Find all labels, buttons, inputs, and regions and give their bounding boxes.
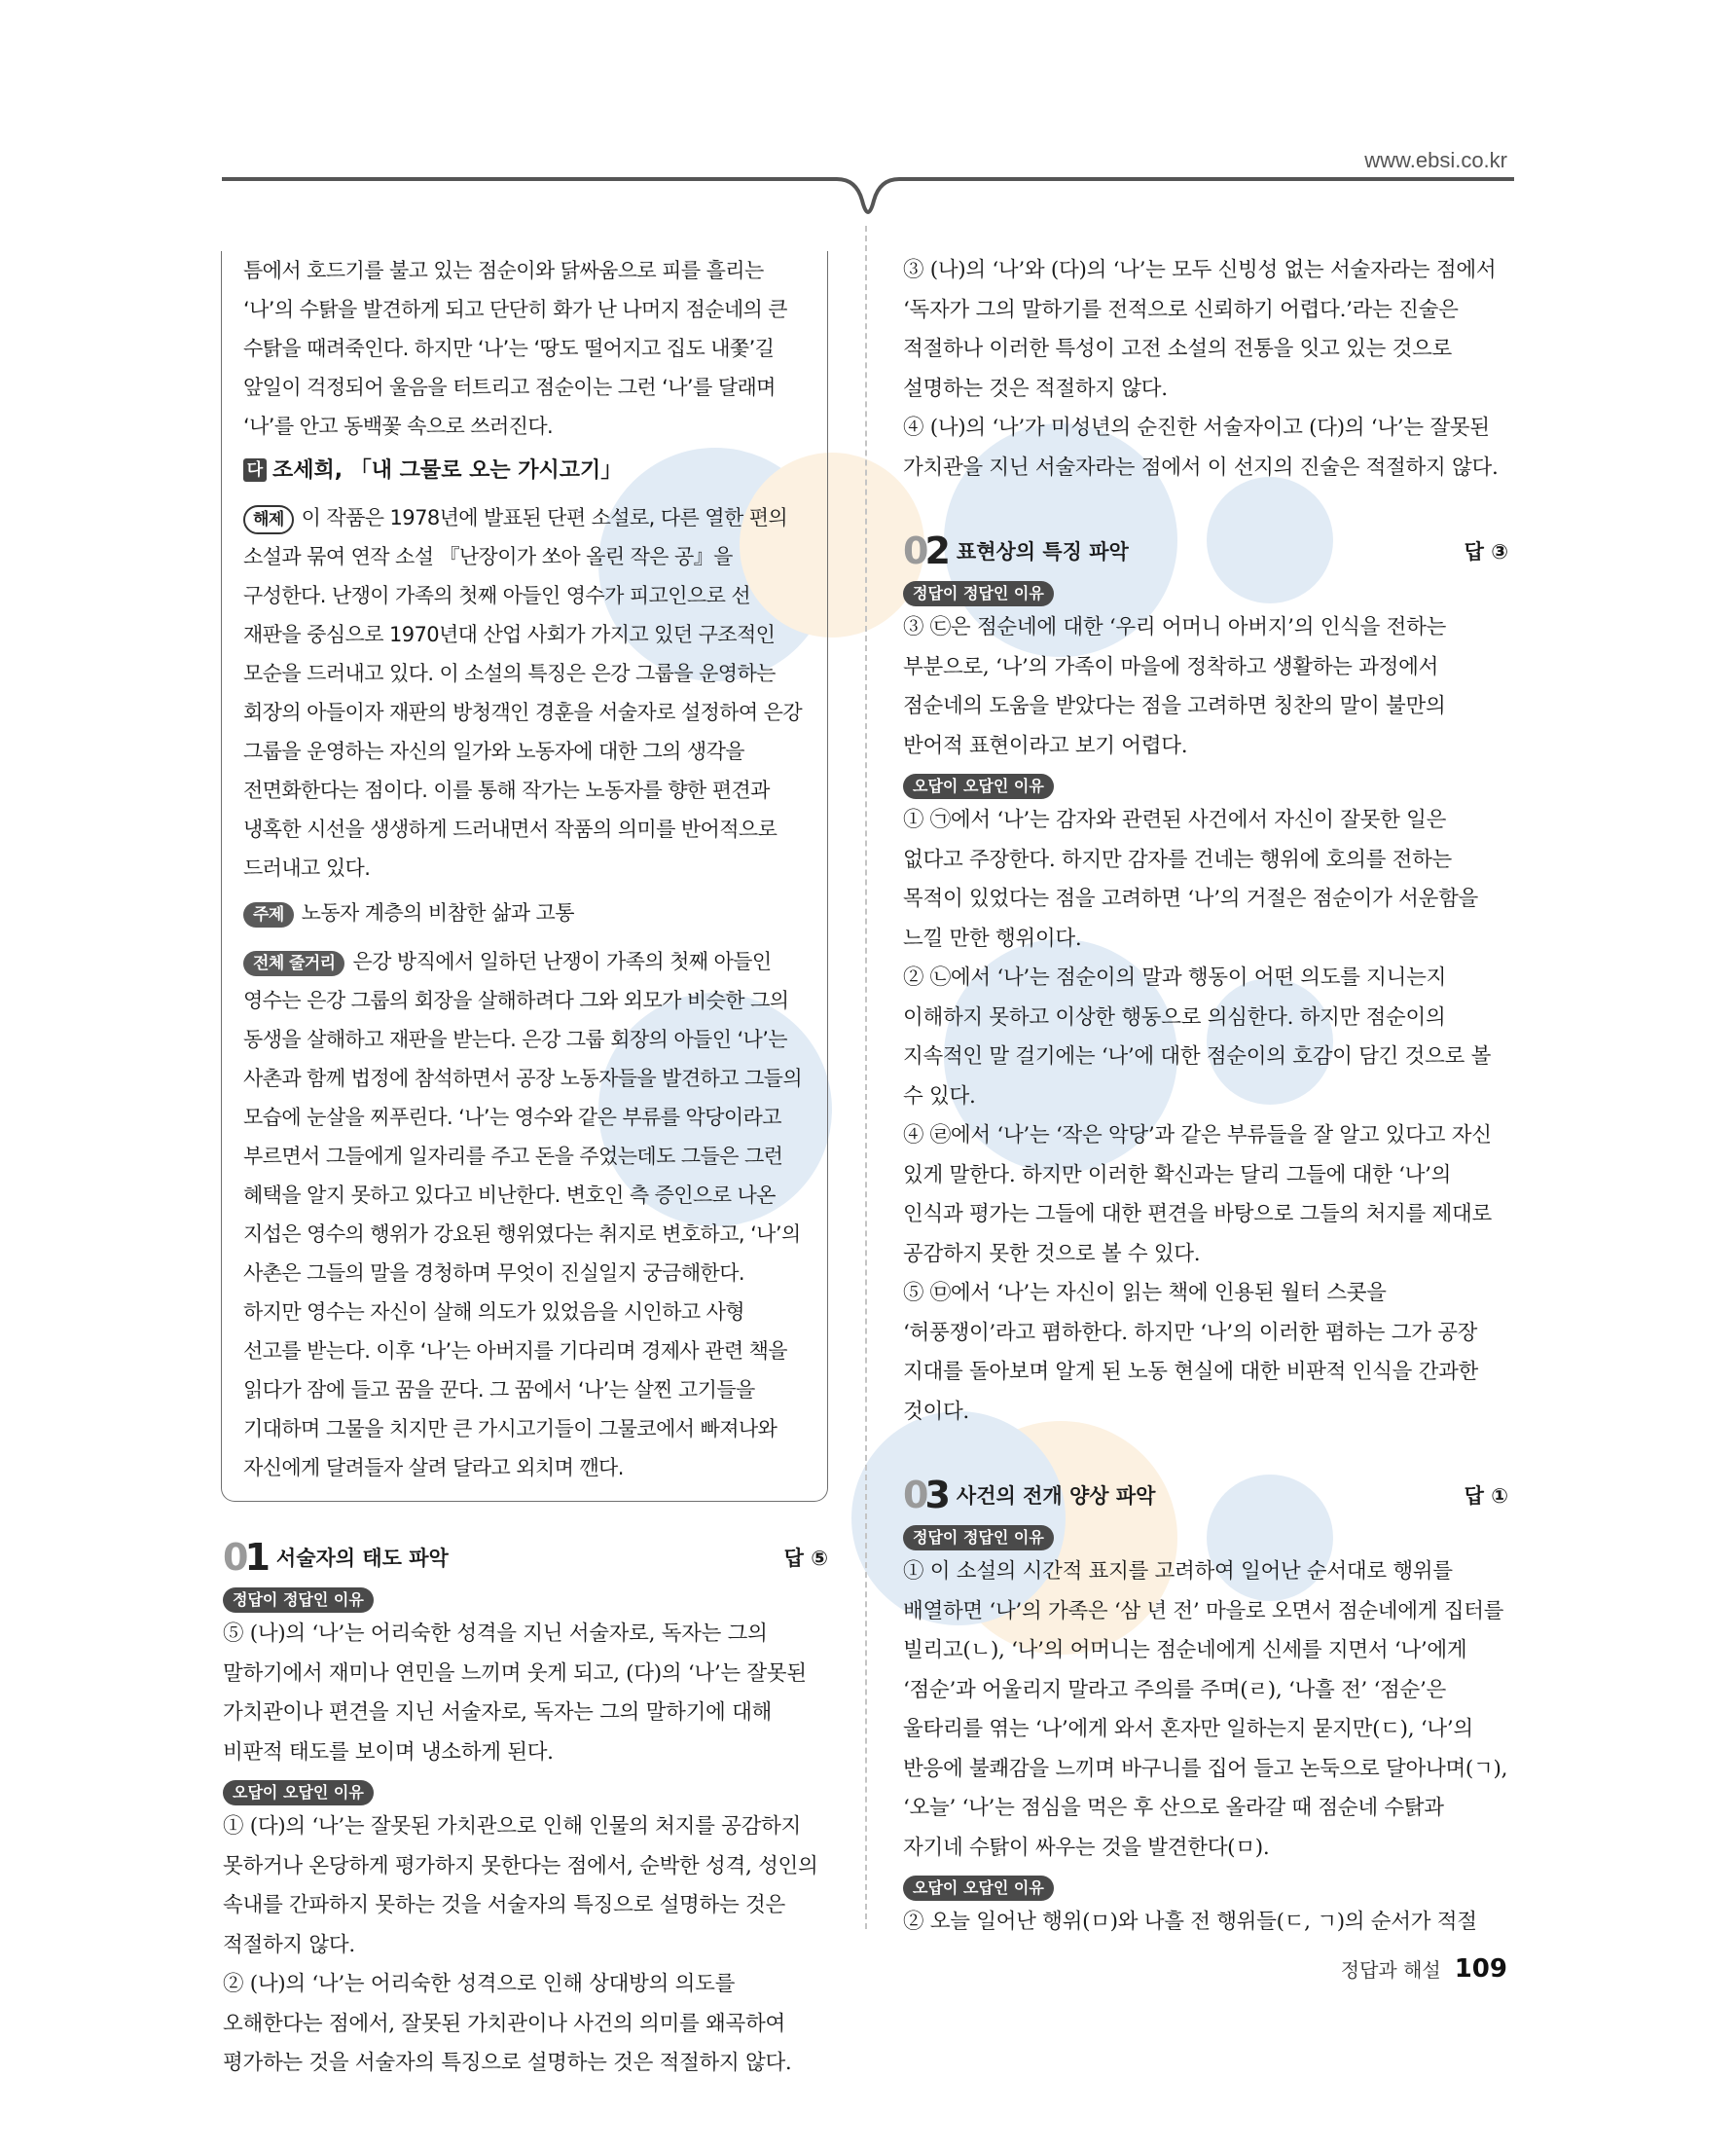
q1-wrong-4: ④ (나)의 ‘나’가 미성년의 순진한 서술자이고 (다)의 ‘나’는 잘못된 가치관을 지닌 서술자라는 점에서 이 선지의 진술은 적절하지 않다. — [903, 416, 1499, 480]
work-badge: 다 — [243, 458, 267, 482]
page-number: 109 — [1454, 1954, 1507, 1984]
correct-reason-label: 정답이 정답인 이유 — [223, 1587, 374, 1613]
wrong-reason-label: 오답이 오답인 이유 — [903, 1876, 1054, 1901]
footer-label: 정답과 해설 — [1340, 1958, 1441, 1982]
q1-correct-text: ⑤ (나)의 ‘나’는 어리숙한 성격을 지닌 서술자로, 독자는 그의 말하기에서 재미나 연민을 느끼며 웃게 되고, (다)의 ‘나’는 잘못된 가치관이나 편견을 지닌 서술자로, 독자는 그의 말하기에 대해 비판적 태도를 보이며 냉소하게 된다. — [223, 1622, 807, 1765]
question-1-header — [223, 1535, 828, 1580]
work-title-text: 조세희, 「내 그물로 오는 가시고기」 — [272, 458, 623, 483]
left-column — [223, 251, 828, 2084]
q1-wrong-2: ② (나)의 ‘나’는 어리숙한 성격으로 인해 상대방의 의도를 오해한다는 점에서, 잘못된 가치관이나 사건의 의미를 왜곡하여 평가하는 것을 서술자의 특징으로 설명하는 것은 적절하지 않다. — [223, 1972, 792, 2075]
question-2-title: 표현상의 특징 파악 — [956, 540, 1129, 564]
q2-wrong-2: ② ㉡에서 ‘나’는 점순이의 말과 행동이 어떤 의도를 지니는지 이해하지 못하고 이상한 행동으로 의심한다. 하지만 점순이의 지속적인 말 걸기에는 ‘나’에 대한 점순이의 호감이 담긴 것으로 볼 수 있다. — [903, 966, 1492, 1109]
page-footer — [1341, 1954, 1507, 1984]
intro-text: 틈에서 호드기를 불고 있는 점순이와 닭싸움으로 피를 흘리는 ‘나’의 수탉을 발견하게 되고 단단히 화가 난 나머지 점순네의 큰 수탉을 때려죽인다. 하지만 ‘나’는 ‘땅도 떨어지고 집도 내쫓’길 앞일이 걱정되어 울음을 터트리고 점순이는 그런 ‘나’를 달래며 ‘나’를 안고 동백꽃 속으로 쓰러진다. — [243, 259, 787, 438]
work-summary-box — [221, 251, 828, 1502]
question-3-number: 03 — [903, 1474, 947, 1516]
work-title — [243, 452, 808, 491]
haeje-text: 이 작품은 1978년에 발표된 단편 소설로, 다른 열한 편의 소설과 묶여 연작 소설 『난장이가 쏘아 올린 작은 공』을 구성한다. 난쟁이 가족의 첫째 아들인 영수가 피고인으로 선 재판을 중심으로 1970년대 산업 사회가 가지고 있던 구조적인 모순을 드러내고 있다. 이 소설의 특징은 은강 그룹을 운영하는 회장의 아들이자 재판의 방청객인 경훈을 서술자로 설정하여 은강 그룹을 운영하는 자신의 일가와 노동자에 대한 그의 생각을 전면화한다는 점이다. 이를 통해 작가는 노동자를 향한 편견과 냉혹한 시선을 생생하게 드러내면서 작품의 의미를 반어적으로 드러내고 있다. — [243, 506, 803, 880]
wrong-reason-label: 오답이 오답인 이유 — [223, 1780, 374, 1805]
theme-label: 주제 — [243, 902, 294, 928]
plot-text: 은강 방직에서 일하던 난쟁이 가족의 첫째 아들인 영수는 은강 그룹의 회장을 살해하려다 그와 외모가 비슷한 그의 동생을 살해하고 재판을 받는다. 은강 그룹 회장의 아들인 ‘나’는 사촌과 함께 법정에 참석하면서 공장 노동자들을 발견하고 그들의 모습에 눈살을 찌푸린다. ‘나’는 영수와 같은 부류를 악당이라고 부르면서 그들에게 일자리를 주고 돈을 주었는데도 그들은 그런 혜택을 알지 못하고 있다고 비난한다. 변호인 측 증인으로 나온 지섭은 영수의 행위가 강요된 행위였다는 취지로 변호하고, ‘나’의 사촌은 그들의 말을 경청하며 무엇이 진실일지 궁금해한다. 하지만 영수는 자신이 살해 의도가 있었음을 시인하고 사형 선고를 받는다. 이후 ‘나’는 아버지를 기다리며 경제사 관련 책을 읽다가 잠에 들고 꿈을 꾼다. 그 꿈에서 ‘나’는 살찐 고기들을 기대하며 그물을 치지만 큰 가시고기들이 그물코에서 빠져나와 자신에게 달려들자 살려 달라고 외치며 깬다. — [243, 950, 803, 1479]
question-1-answer: 답 ⑤ — [783, 1547, 828, 1570]
question-3-title: 사건의 전개 양상 파악 — [956, 1484, 1156, 1508]
question-1-title: 서술자의 태도 파악 — [275, 1547, 449, 1570]
theme-row — [243, 893, 808, 932]
right-column — [903, 251, 1508, 1943]
wrong-reason-label: 오답이 오답인 이유 — [903, 774, 1054, 799]
question-2-header — [903, 528, 1508, 573]
header-rule — [222, 167, 1514, 226]
q3-wrong-2: ② 오늘 일어난 행위(ㅁ)와 나흘 전 행위들(ㄷ, ㄱ)의 순서가 적절 — [903, 1910, 1477, 1934]
correct-reason-label: 정답이 정답인 이유 — [903, 581, 1054, 606]
correct-reason-label: 정답이 정답인 이유 — [903, 1525, 1054, 1550]
q1-wrong-1: ① (다)의 ‘나’는 잘못된 가치관으로 인해 인물의 처지를 공감하지 못하거나 온당하게 평가하지 못한다는 점에서, 순박한 성격, 성인의 속내를 간파하지 못하는 것을 서술자의 특징으로 설명하는 것은 적절하지 않다. — [223, 1814, 818, 1957]
site-url[interactable]: www.ebsi.co.kr — [1364, 148, 1507, 172]
haeje-paragraph — [243, 498, 808, 888]
q2-correct-text: ③ ㉢은 점순네에 대한 ‘우리 어머니 아버지’의 인식을 전하는 부분으로, ‘나’의 가족이 마을에 정착하고 생활하는 과정에서 점순네의 도움을 받았다는 점을 고려하면 칭찬의 말이 불만의 반어적 표현이라고 보기 어렵다. — [903, 615, 1447, 758]
q2-wrong-4: ④ ㉣에서 ‘나’는 ‘작은 악당’과 같은 부류들을 잘 알고 있다고 자신 있게 말한다. 하지만 이러한 확신과는 달리 그들에 대한 ‘나’의 인식과 평가는 그들에 대한 편견을 바탕으로 그들의 처지를 제대로 공감하지 못한 것으로 볼 수 있다. — [903, 1123, 1492, 1266]
question-1-number: 01 — [223, 1536, 267, 1579]
question-3-answer: 답 ① — [1464, 1484, 1508, 1508]
question-2-answer: 답 ③ — [1464, 540, 1508, 564]
q1-wrong-3: ③ (나)의 ‘나’와 (다)의 ‘나’는 모두 신빙성 없는 서술자라는 점에서 ‘독자가 그의 말하기를 전적으로 신뢰하기 어렵다.’라는 진술은 적절하나 이러한 특성이 고전 소설의 전통을 잇고 있는 것으로 설명하는 것은 적절하지 않다. — [903, 258, 1497, 401]
q3-correct-text: ① 이 소설의 시간적 표지를 고려하여 일어난 순서대로 행위를 배열하면 ‘나’의 가족은 ‘삼 년 전’ 마을로 오면서 점순네에게 집터를 빌리고(ㄴ), ‘나’의 어머니는 점순네에게 신세를 지면서 ‘나’에게 ‘점순’과 어울리지 말라고 주의를 주며(ㄹ), ‘나흘 전’ ‘점순’은 울타리를 엮는 ‘나’에게 와서 혼자만 일하는지 묻지만(ㄷ), ‘나’의 반응에 불쾌감을 느끼며 바구니를 집어 들고 논둑으로 달아나며(ㄱ), ‘오늘’ ‘나’는 점심을 먹은 후 산으로 올라갈 때 점순네 수탉과 자기네 수탉이 싸우는 것을 발견한다(ㅁ). — [903, 1559, 1508, 1860]
theme-text: 노동자 계층의 비참한 삶과 고통 — [301, 901, 574, 925]
q2-wrong-1: ① ㉠에서 ‘나’는 감자와 관련된 사건에서 자신이 잘못한 일은 없다고 주장한다. 하지만 감자를 건네는 행위에 호의를 전하는 목적이 있었다는 점을 고려하면 ‘나’의 거절은 점순이가 서운함을 느낄 만한 행위이다. — [903, 808, 1479, 951]
plot-label: 전체 줄거리 — [243, 951, 344, 976]
column-divider — [865, 226, 867, 1929]
haeje-label: 해제 — [243, 505, 294, 534]
question-2-number: 02 — [903, 529, 947, 572]
plot-paragraph — [243, 942, 808, 1487]
q2-wrong-5: ⑤ ㉤에서 ‘나’는 자신이 읽는 책에 인용된 월터 스콧을 ‘허풍쟁이’라고 폄하한다. 하지만 ‘나’의 이러한 폄하는 그가 공장 지대를 돌아보며 알게 된 노동 현실에 대한 비판적 인식을 간과한 것이다. — [903, 1281, 1479, 1424]
question-3-header — [903, 1473, 1508, 1517]
